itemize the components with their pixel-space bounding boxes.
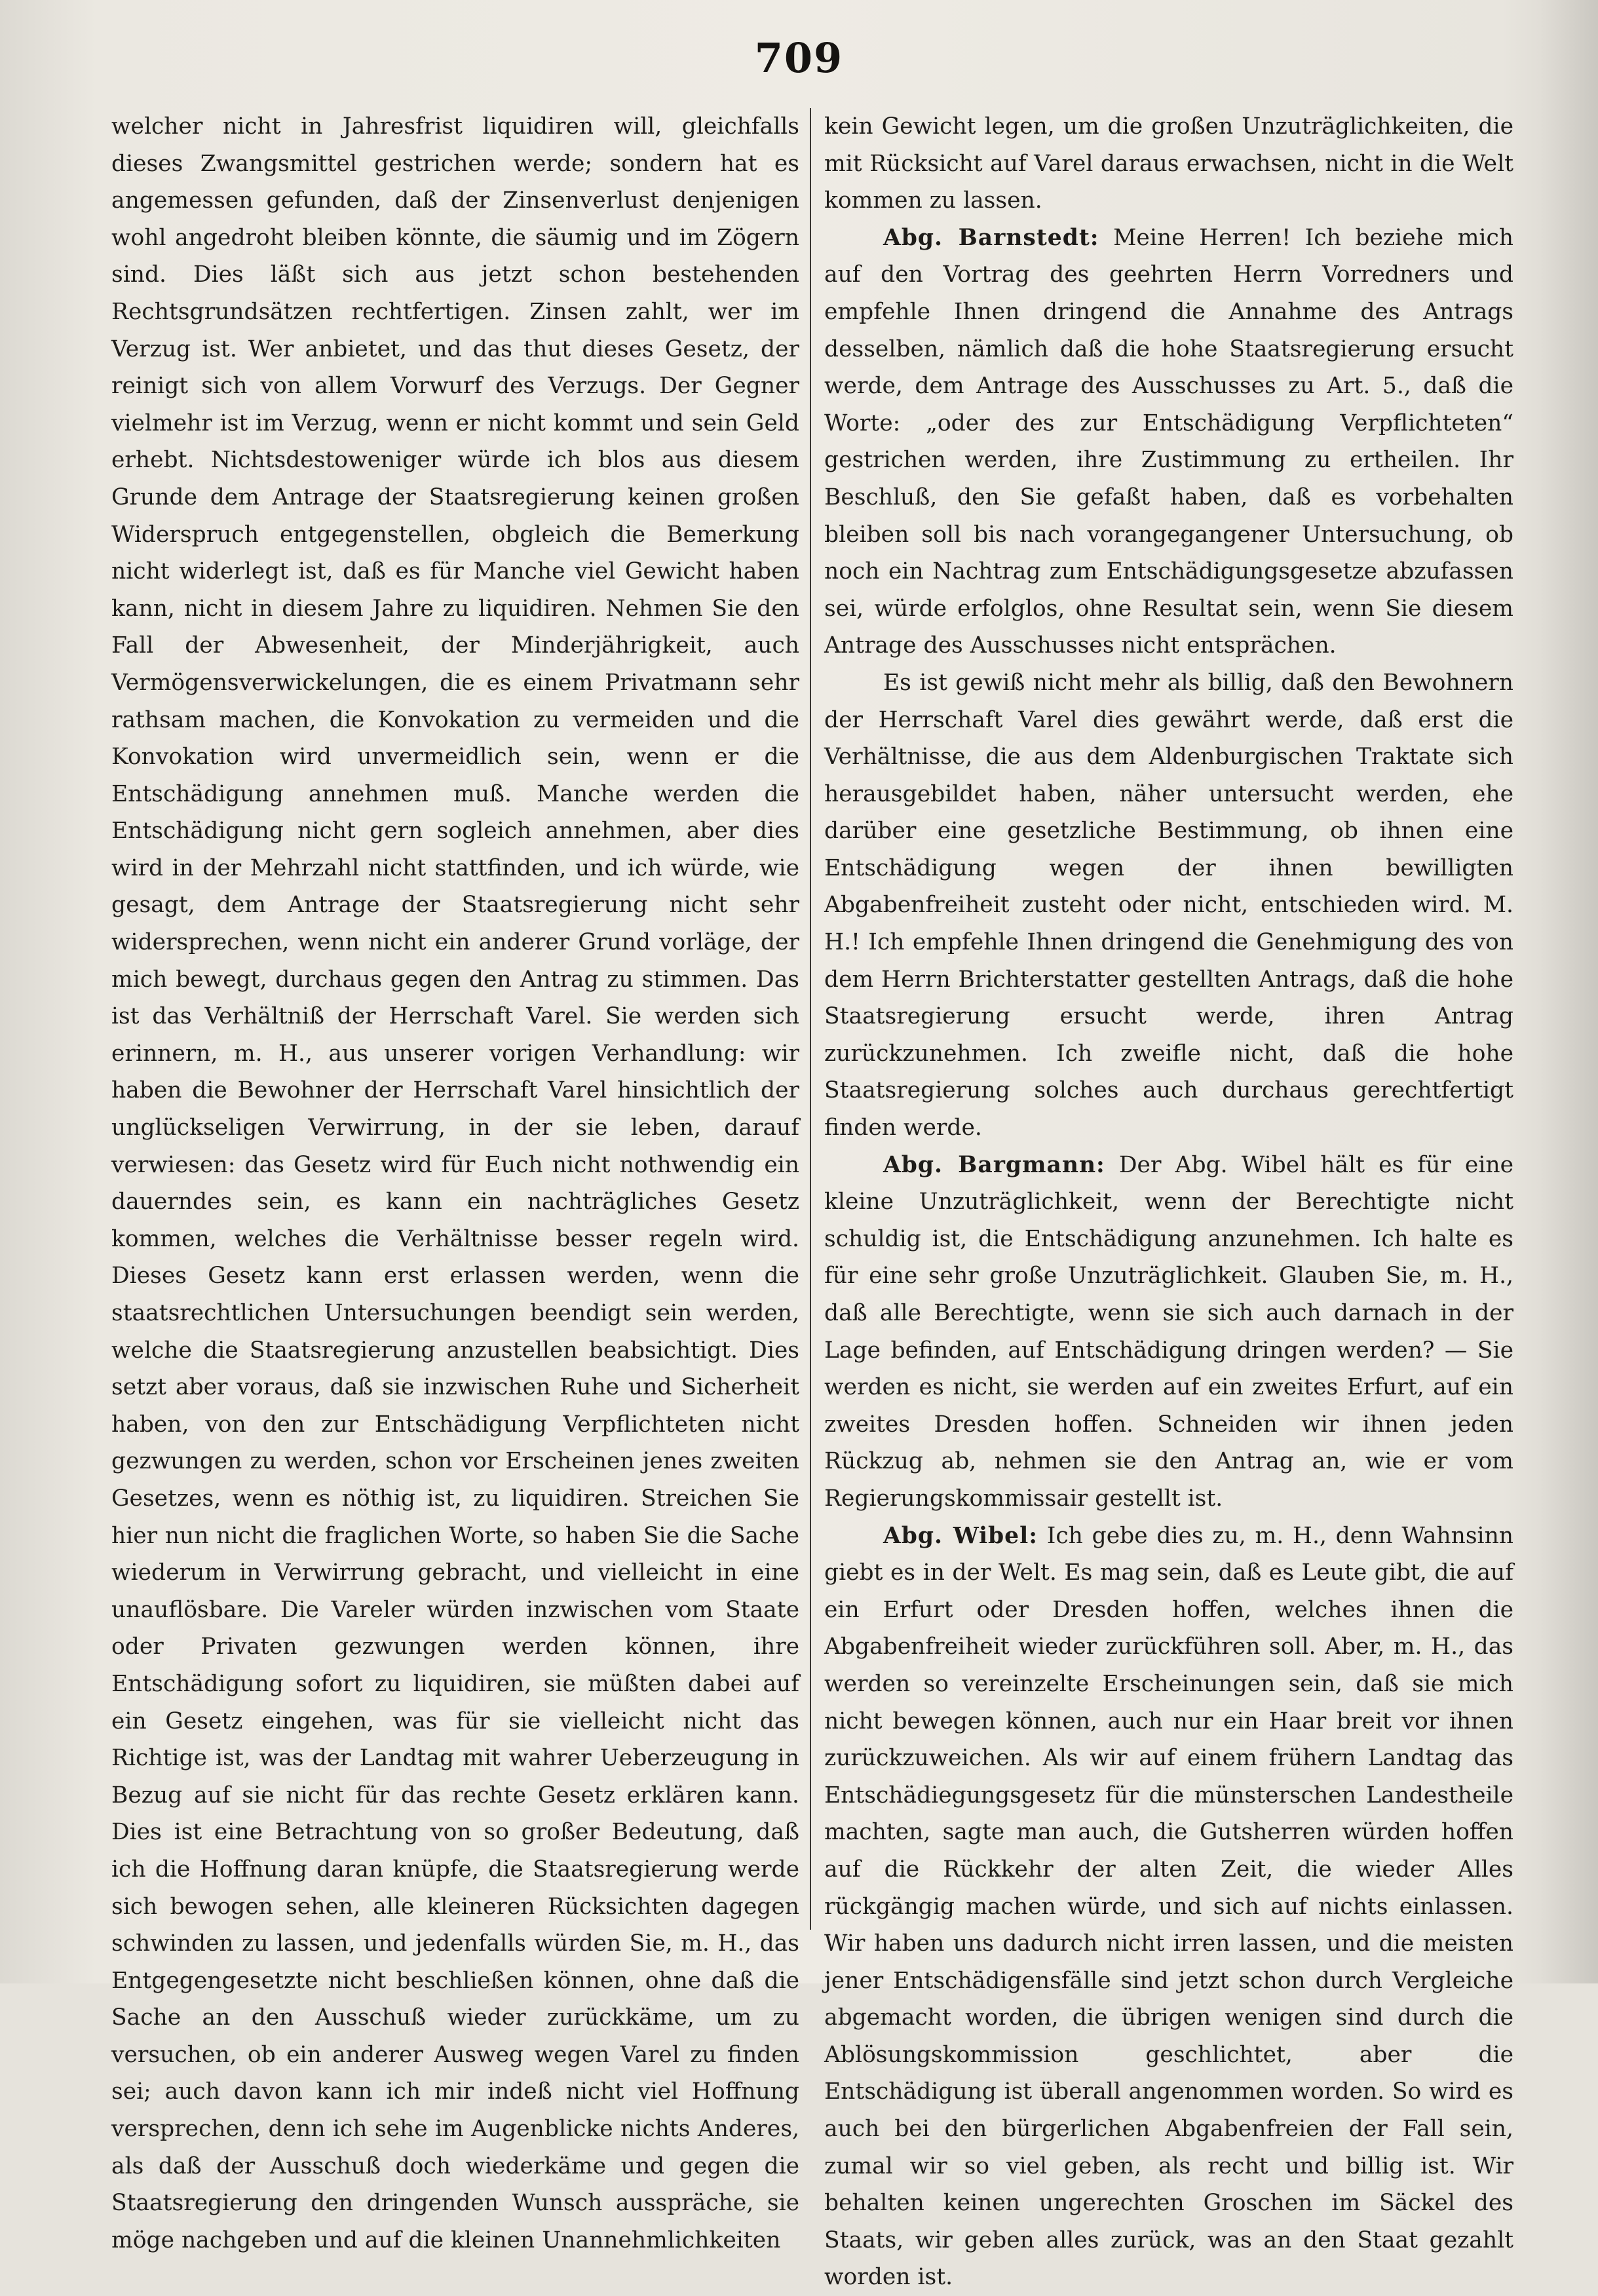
speech-barnstedt: Meine Herren! Ich beziehe mich auf den Vortrag des geehrten Herrn Vorredners und empfehle Ihnen dringend die Annahme des Antrags desselben, nämlich daß die hohe Staatsregierung ersucht werde, dem Antrage des Ausschusses zu Art. 5., daß die Worte: „oder des zur Entschädigung Verpflichteten“ gestrichen werden, ihre Zustimmung zu ertheilen. Ihr Beschluß, den Sie gefaßt haben, daß es vorbehalten bleiben soll bis nach vorangegangener Untersuchung, ob noch ein Nachtrag zum Entschädigungsgesetze abzufassen sei, würde erfolglos, ohne Resultat sein, wenn Sie diesem Antrage des Ausschusses nicht entsprächen. (824, 224, 1513, 659)
speaker-wibel: Abg. Wibel: (883, 1522, 1038, 1549)
column-divider (810, 108, 811, 1930)
right-paragraph-wibel (824, 1518, 1513, 2296)
speech-wibel: Ich gebe dies zu, m. H., denn Wahnsinn giebt es in der Welt. Es mag sein, daß es Leute gibt, die auf ein Erfurt oder Dresden hoffen, welches ihnen die Abgabenfreiheit wieder zurückführen soll. Aber, m. H., das werden so vereinzelte Erscheinungen sein, daß sie mich nicht bewegen können, auch nur ein Haar breit vor ihnen zurückzuweichen. Als wir auf einem frühern Landtag das Entschädiegungsgesetz für die münsterschen Landestheile machten, sagte man auch, die Gutsherren würden hoffen auf die Rückkehr der alten Zeit, die wieder Alles rückgängig machen würde, und sich auf nichts einlassen. Wir haben uns dadurch nicht irren lassen, und die meisten jener Entschädigensfälle sind jetzt schon durch Vergleiche abgemacht worden, die übrigen wenigen sind durch die Ablösungskommission geschlichtet, aber die Entschädigung ist überall angenommen worden. So wird es auch bei den bürgerlichen Abgabenfreien der Fall sein, zumal wir so viel geben, als recht und billig ist. Wir behalten keinen ungerechten Groschen im Säckel des Staats, wir geben alles zurück, was an den Staat gezahlt worden ist. (824, 1522, 1514, 2291)
page-edge-shadow (1539, 0, 1598, 1983)
right-column (824, 108, 1514, 2291)
speaker-bargmann: Abg. Bargmann: (883, 1151, 1105, 1178)
left-paragraph-1: welcher nicht in Jahresfrist liquidiren will, gleichfalls dieses Zwangsmittel gestrichen werde; sondern hat es angemessen gefunden, daß der Zinsenverlust denjenigen wohl angedroht bleiben könnte, die säumig und im Zögern sind. Dies läßt sich aus jetzt schon bestehenden Rechtsgrundsätzen rechtfertigen. Zinsen zahlt, wer im Verzug ist. Wer anbietet, und das thut dieses Gesetz, der reinigt sich von allem Vorwurf des Verzugs. Der Gegner vielmehr ist im Verzug, wenn er nicht kommt und sein Geld erhebt. Nichtsdestoweniger würde ich blos aus diesem Grunde dem Antrage der Staatsregierung keinen großen Widerspruch entgegenstellen, obgleich die Bemerkung nicht widerlegt ist, daß es für Manche viel Gewicht haben kann, nicht in diesem Jahre zu liquidiren. Nehmen Sie den Fall der Abwesenheit, der Minderjährigkeit, auch Vermögensverwickelungen, die es einem Privatmann sehr rathsam machen, die Konvokation zu vermeiden und die Konvokation wird unvermeidlich sein, wenn er die Entschädigung annehmen muß. Manche werden die Entschädigung nicht gern sogleich annehmen, aber dies wird in der Mehrzahl nicht stattfinden, und ich würde, wie gesagt, dem Antrage der Staatsregierung nicht sehr widersprechen, wenn nicht ein anderer Grund vorläge, der mich bewegt, durchaus gegen den Antrag zu stimmen. Das ist das Verhältniß der Herrschaft Varel. Sie werden sich erinnern, m. H., aus unserer vorigen Verhandlung: wir haben die Bewohner der Herrschaft Varel hinsichtlich der unglückseligen Verwirrung, in der sie leben, darauf verwiesen: das Gesetz wird für Euch nicht nothwendig ein dauerndes sein, es kann ein nachträgliches Gesetz kommen, welches die Verhältnisse besser regeln wird. Dieses Gesetz kann erst erlassen werden, wenn die staatsrechtlichen Untersuchungen beendigt sein werden, welche die Staatsregierung anzustellen beabsichtigt. Dies setzt aber voraus, daß sie inzwischen Ruhe und Sicherheit haben, von den zur Entschädigung Verpflichteten nicht gezwungen zu werden, schon vor Erscheinen jenes zweiten Gesetzes, wenn es nöthig ist, zu liquidiren. Streichen Sie hier nun nicht die fraglichen Worte, so haben Sie die Sache wiederum in Verwirrung gebracht, und vielleicht in eine unauflösbare. Die Vareler würden inzwischen vom Staate oder Privaten gezwungen werden können, ihre Entschädigung sofort zu liquidiren, sie müßten dabei auf ein Gesetz eingehen, was für sie vielleicht nicht das Richtige ist, was der Landtag mit wahrer Ueberzeugung in Bezug auf sie nicht für das rechte Gesetz erklären kann. Dies ist eine Betrachtung von so großer Bedeutung, daß ich die Hoffnung daran knüpfe, die Staatsregierung werde sich bewogen sehen, alle kleineren Rücksichten dagegen schwinden zu lassen, und jedenfalls würden Sie, m. H., das Entgegengesetzte nicht beschließen können, ohne daß die Sache an den Ausschuß wieder zurückkäme, um zu versuchen, ob ein anderer Ausweg wegen Varel zu finden sei; auch davon kann ich mir indeß nicht viel Hoffnung versprechen, denn ich sehe im Augenblicke nichts Anderes, als daß der Ausschuß doch wiederkäme und gegen die Staatsregierung den dringenden Wunsch ausspräche, sie möge nachgeben und auf die kleinen Unannehmlichkeiten (111, 113, 799, 2253)
speech-bargmann: Der Abg. Wibel hält es für eine kleine Unzuträglichkeit, wenn der Berechtigte nicht schuldig ist, die Entschädigung anzunehmen. Ich halte es für eine sehr große Unzuträglichkeit. Glauben Sie, m. H., daß alle Berechtigte, wenn sie sich auch darnach in der Lage befinden, auf Entschädigung dringen werden? — Sie werden es nicht, sie werden auf ein zweites Erfurt, auf ein zweites Dresden hoffen. Schneiden wir ihnen jeden Rückzug ab, nehmen sie den Antrag an, wie er vom Regierungskommissair gestellt ist. (824, 1151, 1513, 1512)
right-paragraph-3: Es ist gewiß nicht mehr als billig, daß den Bewohnern der Herrschaft Varel dies gewährt werde, daß erst die Verhältnisse, die aus dem Aldenburgischen Traktate sich herausgebildet haben, näher untersucht werden, ehe darüber eine gesetzliche Bestimmung, ob ihnen eine Entschädigung wegen der ihnen bewilligten Abgabenfreiheit zusteht oder nicht, entschieden wird. M. H.! Ich empfehle Ihnen dringend die Genehmigung des von dem Herrn Brichterstatter gestellten Antrags, daß die hohe Staatsregierung ersucht werde, ihren Antrag zurückzunehmen. Ich zweifle nicht, daß die hohe Staatsregierung solches auch durchaus gerechtfertigt finden werde. (824, 669, 1513, 1141)
right-paragraph-1: kein Gewicht legen, um die großen Unzuträglichkeiten, die mit Rücksicht auf Varel daraus erwachsen, nicht in die Welt kommen zu lassen. (824, 113, 1513, 214)
speaker-barnstedt: Abg. Barnstedt: (883, 224, 1099, 251)
left-column (111, 108, 799, 2253)
right-paragraph-barnstedt (824, 220, 1513, 664)
right-paragraph-bargmann (824, 1147, 1513, 1518)
page-number: 709 (754, 34, 844, 82)
